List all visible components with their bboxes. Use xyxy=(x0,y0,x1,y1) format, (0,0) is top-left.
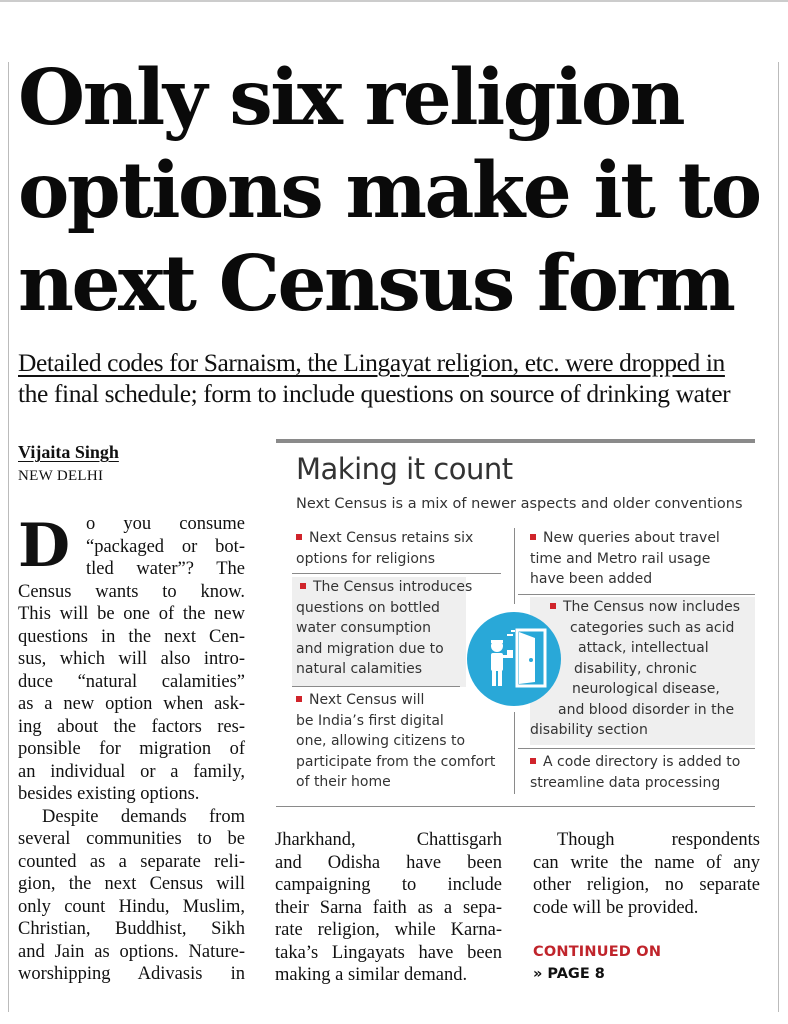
text-line: only count Hindu, Muslim, xyxy=(18,896,245,917)
article-column-3 xyxy=(533,829,760,919)
headline xyxy=(18,52,778,331)
bullet-icon xyxy=(530,758,536,764)
info-item-bottled-water: The Census introduces questions on bottled water consumption and migration due to natural calamities xyxy=(292,577,466,687)
page-reference-link[interactable]: » PAGE 8 xyxy=(533,966,605,982)
article-column-1 xyxy=(18,513,245,986)
text-line: Despite demands from xyxy=(42,806,245,827)
info-item-religion-options: Next Census retains six options for religions xyxy=(296,530,474,567)
left-page-rule xyxy=(8,62,9,1012)
text-line: can write the name of any xyxy=(533,852,760,873)
divider xyxy=(518,594,755,595)
text-line: campaigning to include xyxy=(275,875,502,895)
text-line: as a new option when ask- xyxy=(18,694,245,714)
text-line: counted as a separate reli- xyxy=(18,851,245,872)
text-line: ing about the factors res- xyxy=(18,716,245,737)
deck xyxy=(18,347,778,409)
deck-line: Detailed codes for Sarnaism, the Lingayat religion, etc. were dropped in xyxy=(18,348,725,377)
headline-line: options make it to xyxy=(18,146,760,236)
text-line: an individual or a family, xyxy=(18,761,245,782)
text-line: gion, the next Census will xyxy=(18,874,245,894)
top-border xyxy=(0,0,788,2)
article-column-2 xyxy=(275,829,502,987)
text-line: rate religion, while Karna- xyxy=(275,920,502,940)
infographic-top-rule xyxy=(276,439,755,443)
headline-line: next Census form xyxy=(18,239,734,329)
text-line: taka’s Lingayats have been xyxy=(275,942,502,963)
deck-line: the final schedule; form to include questions on source of drinking water xyxy=(18,379,731,408)
text-line: “packaged or bot- xyxy=(86,536,245,557)
text-line: besides existing options. xyxy=(18,784,200,804)
text-line: their Sarna faith as a sepa- xyxy=(275,897,502,918)
text-line: several communities to be xyxy=(18,829,245,849)
text-line: o you consume xyxy=(86,514,245,534)
text-line: ponsible for migration of xyxy=(18,739,245,759)
text-line: duce “natural calamities” xyxy=(18,671,245,692)
text-line: tled water”? The xyxy=(86,559,245,579)
continued-on-label: CONTINUED ON xyxy=(533,944,662,960)
text-line: and Jain as options. Nature- xyxy=(18,941,245,962)
center-divider xyxy=(514,528,515,604)
bullet-icon xyxy=(300,583,306,589)
bullet-icon xyxy=(296,696,302,702)
text-line: Christian, Buddhist, Sikh xyxy=(18,919,245,939)
headline-line: Only six religion xyxy=(18,53,684,143)
info-item-code-directory: A code directory is added to streamline data processing xyxy=(530,754,741,791)
info-item-travel-queries: New queries about travel time and Metro rail usage have been added xyxy=(530,530,720,587)
text-line: Census wants to know. xyxy=(18,581,245,602)
infographic-bottom-rule xyxy=(276,806,755,807)
text-line: making a similar demand. xyxy=(275,965,468,985)
divider xyxy=(292,573,501,574)
infographic-title: Making it count xyxy=(296,452,513,486)
bullet-icon xyxy=(296,534,302,540)
dateline: NEW DELHI xyxy=(18,468,104,484)
text-line: Though respondents xyxy=(557,830,760,850)
text-line: other religion, no separate xyxy=(533,875,760,895)
center-divider xyxy=(514,712,515,794)
census-enumerator-at-door-icon xyxy=(467,612,561,706)
divider xyxy=(292,686,460,687)
bullet-icon xyxy=(530,534,536,540)
text-line: code will be provided. xyxy=(533,897,699,918)
right-page-rule xyxy=(778,62,779,1012)
text-line: Jharkhand, Chattisgarh xyxy=(275,830,502,850)
info-item-digital-census: Next Census will be India’s first digital one, allowing citizens to participate from the comfort of their home xyxy=(296,692,496,790)
drop-cap: D xyxy=(18,511,71,581)
divider xyxy=(518,748,755,749)
text-line: sus, which will also intro- xyxy=(18,649,245,669)
info-item-disability: The Census now includes categories such as acid attack, intellectual disability, chronic neurological disease, and blood disorder in the disability section xyxy=(530,597,755,745)
byline: Vijaita Singh xyxy=(18,442,119,462)
text-line: This will be one of the new xyxy=(18,604,245,624)
text-line: worshipping Adivasis in xyxy=(18,964,245,984)
bullet-icon xyxy=(550,603,556,609)
text-line: questions in the next Cen- xyxy=(18,626,245,647)
infographic-subtitle: Next Census is a mix of newer aspects and older conventions xyxy=(296,496,743,512)
text-line: and Odisha have been xyxy=(275,852,502,873)
